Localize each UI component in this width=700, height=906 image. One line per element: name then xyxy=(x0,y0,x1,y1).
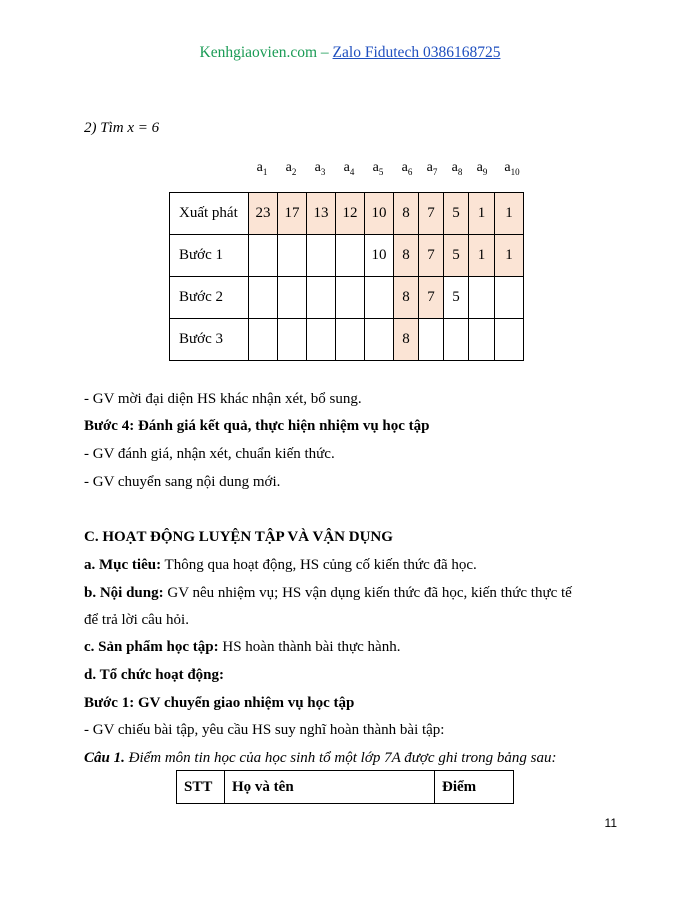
table-cell xyxy=(469,277,495,319)
section-heading: C. HOẠT ĐỘNG LUYỆN TẬP VÀ VẬN DỤNG xyxy=(84,529,393,545)
column-header-stt: STT xyxy=(177,771,225,804)
table-row xyxy=(170,319,524,361)
row-label: Xuất phát xyxy=(170,193,249,235)
table-cell xyxy=(278,319,307,361)
table-cell: 10 xyxy=(365,193,394,235)
paragraph-heading: d. Tổ chức hoạt động: xyxy=(84,667,225,683)
column-header-name: Họ và tên xyxy=(225,771,435,804)
question: Câu 1. Điểm môn tin học của học sinh tổ một lớp 7A được ghi trong bảng sau: xyxy=(84,750,557,766)
table-cell xyxy=(249,277,278,319)
table-cell xyxy=(365,319,394,361)
table-cell xyxy=(444,319,469,361)
index-label: $a_4$ xyxy=(343,160,355,177)
table-cell xyxy=(419,319,444,361)
table-cell xyxy=(336,319,365,361)
table-cell xyxy=(365,277,394,319)
table-cell: 8 xyxy=(394,193,419,235)
index-label: $a_1$ xyxy=(256,160,268,177)
scores-table xyxy=(176,770,514,804)
row-label: Bước 1 xyxy=(170,235,249,277)
header-separator: – xyxy=(320,44,329,61)
header-zalo-link[interactable]: Zalo Fidutech 0386168725 xyxy=(332,44,501,61)
row-label: Bước 2 xyxy=(170,277,249,319)
table-cell xyxy=(249,235,278,277)
table-cell: 5 xyxy=(444,235,469,277)
paragraph: a. Mục tiêu: Thông qua hoạt động, HS củng cố kiến thức đã học. xyxy=(84,557,477,573)
table-cell: 1 xyxy=(495,193,524,235)
table-header-row xyxy=(177,771,514,804)
table-cell: 1 xyxy=(469,193,495,235)
paragraph: để trả lời câu hỏi. xyxy=(84,612,189,628)
paragraph: - GV đánh giá, nhận xét, chuẩn kiến thức. xyxy=(84,446,335,462)
page-header xyxy=(0,44,700,62)
table-cell: 13 xyxy=(307,193,336,235)
table-row xyxy=(170,235,524,277)
row-label: Bước 3 xyxy=(170,319,249,361)
page-number: 11 xyxy=(604,816,617,830)
header-site: Kenhgiaovien.com xyxy=(199,44,318,61)
table-cell: 23 xyxy=(249,193,278,235)
paragraph: c. Sản phẩm học tập: HS hoàn thành bài thực hành. xyxy=(84,639,401,655)
table-cell xyxy=(307,319,336,361)
table-cell: 5 xyxy=(444,277,469,319)
table-cell xyxy=(249,319,278,361)
paragraph: - GV chiếu bài tập, yêu cầu HS suy nghĩ hoàn thành bài tập: xyxy=(84,722,445,738)
table-cell: 8 xyxy=(394,235,419,277)
column-header-score: Điểm xyxy=(435,771,514,804)
steps-table xyxy=(169,192,524,361)
table-cell xyxy=(336,277,365,319)
index-label: $a_8$ xyxy=(451,160,463,177)
section-title: 2) Tìm x = 6 xyxy=(84,120,160,136)
paragraph: b. Nội dung: GV nêu nhiệm vụ; HS vận dụng kiến thức đã học, kiến thức thực tế xyxy=(84,585,572,601)
index-label: $a_{10}$ xyxy=(504,160,520,177)
paragraph: - GV mời đại diện HS khác nhận xét, bổ sung. xyxy=(84,391,362,407)
table-cell: 5 xyxy=(444,193,469,235)
index-label: $a_2$ xyxy=(285,160,297,177)
paragraph: - GV chuyển sang nội dung mới. xyxy=(84,474,281,490)
table-cell xyxy=(278,235,307,277)
index-label: $a_6$ xyxy=(401,160,413,177)
table-cell xyxy=(495,319,524,361)
table-cell: 7 xyxy=(419,193,444,235)
table-row xyxy=(170,193,524,235)
index-label: $a_5$ xyxy=(372,160,384,177)
table-cell xyxy=(469,319,495,361)
table-cell: 8 xyxy=(394,319,419,361)
index-label: $a_3$ xyxy=(314,160,326,177)
table-cell: 10 xyxy=(365,235,394,277)
index-label: $a_9$ xyxy=(476,160,488,177)
table-cell: 12 xyxy=(336,193,365,235)
table-cell xyxy=(307,277,336,319)
index-label: $a_7$ xyxy=(426,160,438,177)
table-cell: 8 xyxy=(394,277,419,319)
table-cell: 1 xyxy=(495,235,524,277)
table-cell xyxy=(336,235,365,277)
table-cell xyxy=(495,277,524,319)
table-cell xyxy=(278,277,307,319)
table-cell xyxy=(307,235,336,277)
table-cell: 1 xyxy=(469,235,495,277)
step-heading: Bước 4: Đánh giá kết quả, thực hiện nhiệm vụ học tập xyxy=(84,418,430,434)
table-row xyxy=(170,277,524,319)
table-cell: 7 xyxy=(419,277,444,319)
table-cell: 17 xyxy=(278,193,307,235)
table-cell: 7 xyxy=(419,235,444,277)
step-heading: Bước 1: GV chuyển giao nhiệm vụ học tập xyxy=(84,695,355,711)
